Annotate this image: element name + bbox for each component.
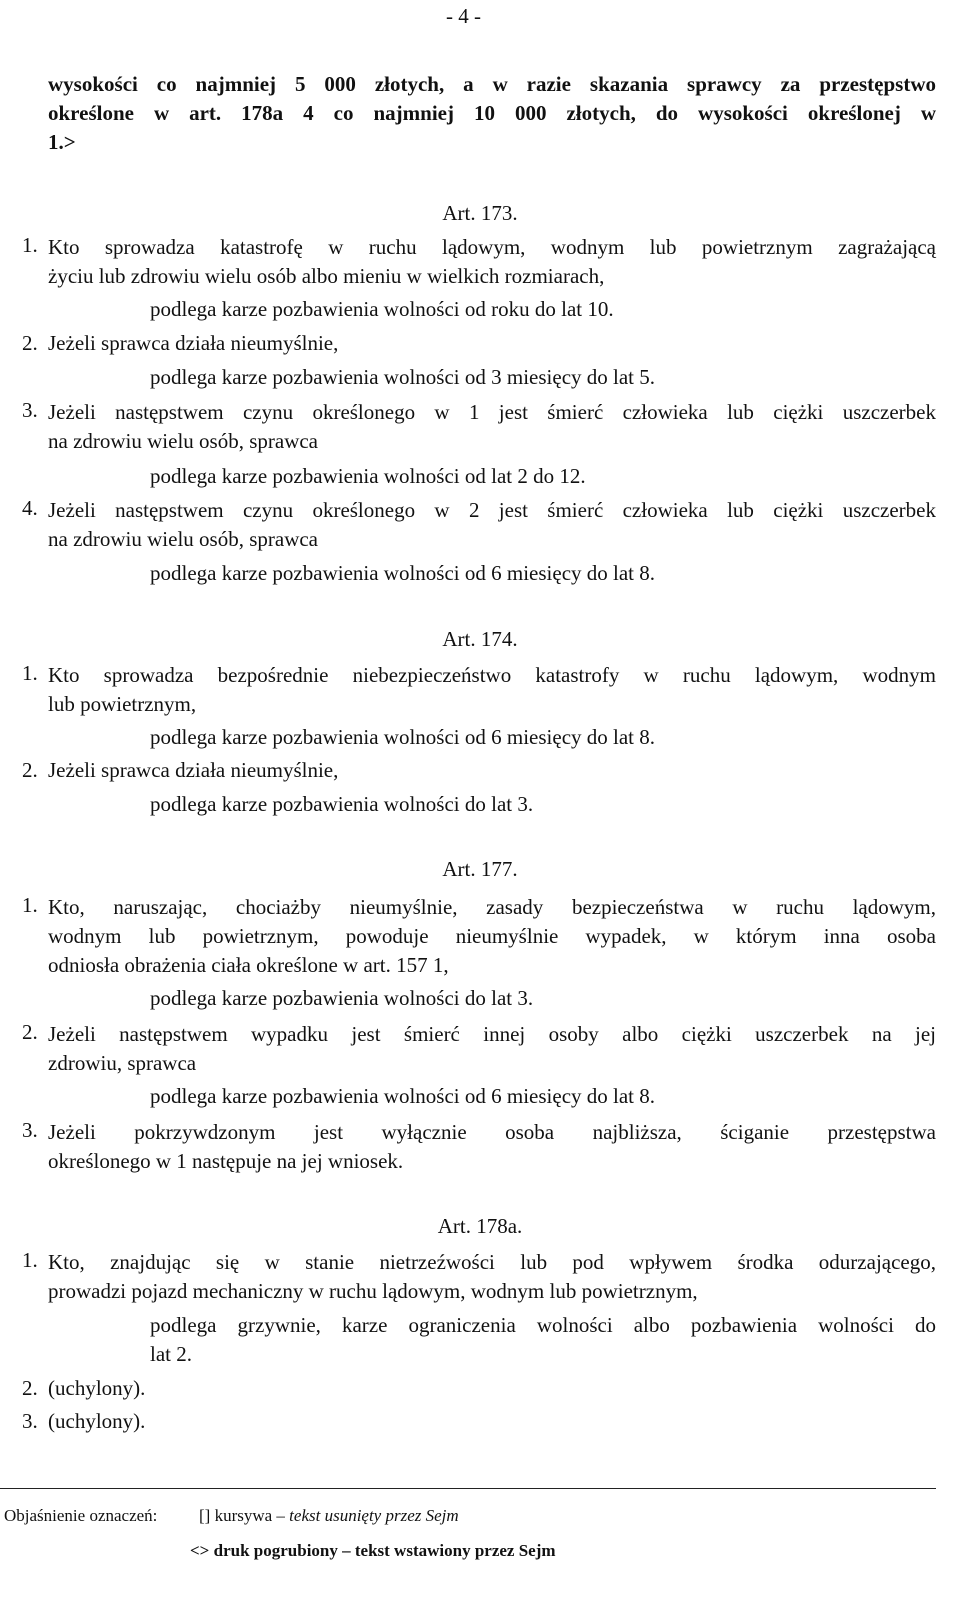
article-heading-178a: Art. 178a. <box>437 1214 523 1238</box>
paragraph-number: 2. <box>22 1020 38 1044</box>
paragraph-line: Jeżeli sprawca działa nieumyślnie, <box>48 331 339 355</box>
paragraph-number: 4. <box>22 496 38 520</box>
paragraph-line: (uchylony). <box>48 1409 146 1433</box>
article-heading-177: Art. 177. <box>442 857 518 881</box>
penalty-block <box>150 1311 936 1369</box>
paragraph-line: lub powietrznym, <box>48 692 197 716</box>
penalty-line: podlega karze pozbawienia wolności od 6 miesięcy do lat 8. <box>150 1084 656 1108</box>
intro-paragraph <box>48 70 936 157</box>
article-177-paragraph-3 <box>48 1118 936 1176</box>
article-heading-173: Art. 173. <box>442 201 518 225</box>
paragraph-line: zdrowiu, sprawca <box>48 1051 197 1075</box>
article-heading-174: Art. 174. <box>442 627 518 651</box>
legend-plain-text: [] kursywa – <box>199 1506 290 1525</box>
penalty-line: podlega karze pozbawienia wolności od 6 miesięcy do lat 8. <box>150 561 656 585</box>
penalty-line: lat 2. <box>150 1342 192 1366</box>
paragraph-line: Kto, naruszając, chociażby nieumyślnie, zasady bezpieczeństwa w ruchu lądowym, <box>48 895 936 919</box>
footer-divider <box>0 1488 936 1489</box>
penalty-line: podlega karze pozbawienia wolności od lat 2 do 12. <box>150 464 586 488</box>
paragraph-number: 1. <box>22 661 38 685</box>
article-173-paragraph-1 <box>48 233 936 291</box>
paragraph-line: Jeżeli następstwem wypadku jest śmierć innej osoby albo ciężki uszczerbek na jej <box>48 1022 936 1046</box>
legend-line-2: <> druk pogrubiony – tekst wstawiony przez Sejm <box>190 1541 556 1560</box>
paragraph-number: 3. <box>22 398 38 422</box>
paragraph-line: Kto, znajdując się w stanie nietrzeźwości lub pod wpływem środka odurzającego, <box>48 1250 936 1274</box>
penalty-line: podlega karze pozbawienia wolności od 6 miesięcy do lat 8. <box>150 725 656 749</box>
paragraph-line: Kto sprowadza katastrofę w ruchu lądowym, wodnym lub powietrznym zagrażającą <box>48 235 936 259</box>
legend-italic-text: tekst usunięty przez Sejm <box>289 1506 459 1525</box>
paragraph-number: 2. <box>22 758 38 782</box>
article-173-paragraph-3 <box>48 398 936 456</box>
legend-label: Objaśnienie oznaczeń: <box>4 1506 158 1525</box>
penalty-line: podlega karze pozbawienia wolności do lat 3. <box>150 792 534 816</box>
intro-line: 1.> <box>48 130 76 154</box>
legend-line-1 <box>199 1506 459 1526</box>
article-173-paragraph-4 <box>48 496 936 554</box>
article-178a-paragraph-1 <box>48 1248 936 1306</box>
intro-line: wysokości co najmniej 5 000 złotych, a w razie skazania sprawcy za przestępstwo <box>48 72 936 96</box>
penalty-line: podlega karze pozbawienia wolności do lat 3. <box>150 986 534 1010</box>
penalty-line: podlega karze pozbawienia wolności od roku do lat 10. <box>150 297 614 321</box>
paragraph-line: wodnym lub powietrznym, powoduje nieumyślnie wypadek, w którym inna osoba <box>48 924 936 948</box>
paragraph-line: Jeżeli następstwem czynu określonego w 2 jest śmierć człowieka lub ciężki uszczerbek <box>48 498 936 522</box>
paragraph-number: 1. <box>22 1248 38 1272</box>
paragraph-number: 3. <box>22 1118 38 1142</box>
paragraph-number: 2. <box>22 1376 38 1400</box>
paragraph-line: życiu lub zdrowiu wielu osób albo mieniu w wielkich rozmiarach, <box>48 264 605 288</box>
article-177-paragraph-1 <box>48 893 936 980</box>
paragraph-line: Jeżeli pokrzywdzonym jest wyłącznie osoba najbliższa, ściganie przestępstwa <box>48 1120 936 1144</box>
penalty-line: podlega grzywnie, karze ograniczenia wolności albo pozbawienia wolności do <box>150 1313 936 1337</box>
paragraph-number: 2. <box>22 331 38 355</box>
paragraph-line: określonego w 1 następuje na jej wniosek. <box>48 1149 404 1173</box>
intro-line: określone w art. 178a 4 co najmniej 10 000 złotych, do wysokości określonej w <box>48 101 936 125</box>
paragraph-line: na zdrowiu wielu osób, sprawca <box>48 527 319 551</box>
paragraph-line: Kto sprowadza bezpośrednie niebezpieczeństwo katastrofy w ruchu lądowym, wodnym <box>48 663 936 687</box>
article-174-paragraph-1 <box>48 661 936 719</box>
paragraph-line: (uchylony). <box>48 1376 146 1400</box>
paragraph-number: 1. <box>22 893 38 917</box>
page-number: - 4 - <box>446 4 481 28</box>
paragraph-line: Jeżeli sprawca działa nieumyślnie, <box>48 758 339 782</box>
paragraph-number: 1. <box>22 233 38 257</box>
paragraph-number: 3. <box>22 1409 38 1433</box>
paragraph-line: odniosła obrażenia ciała określone w art. 157 1, <box>48 953 449 977</box>
paragraph-line: prowadzi pojazd mechaniczny w ruchu lądowym, wodnym lub powietrznym, <box>48 1279 698 1303</box>
paragraph-line: na zdrowiu wielu osób, sprawca <box>48 429 319 453</box>
article-177-paragraph-2 <box>48 1020 936 1078</box>
paragraph-line: Jeżeli następstwem czynu określonego w 1 jest śmierć człowieka lub ciężki uszczerbek <box>48 400 936 424</box>
penalty-line: podlega karze pozbawienia wolności od 3 miesięcy do lat 5. <box>150 365 656 389</box>
